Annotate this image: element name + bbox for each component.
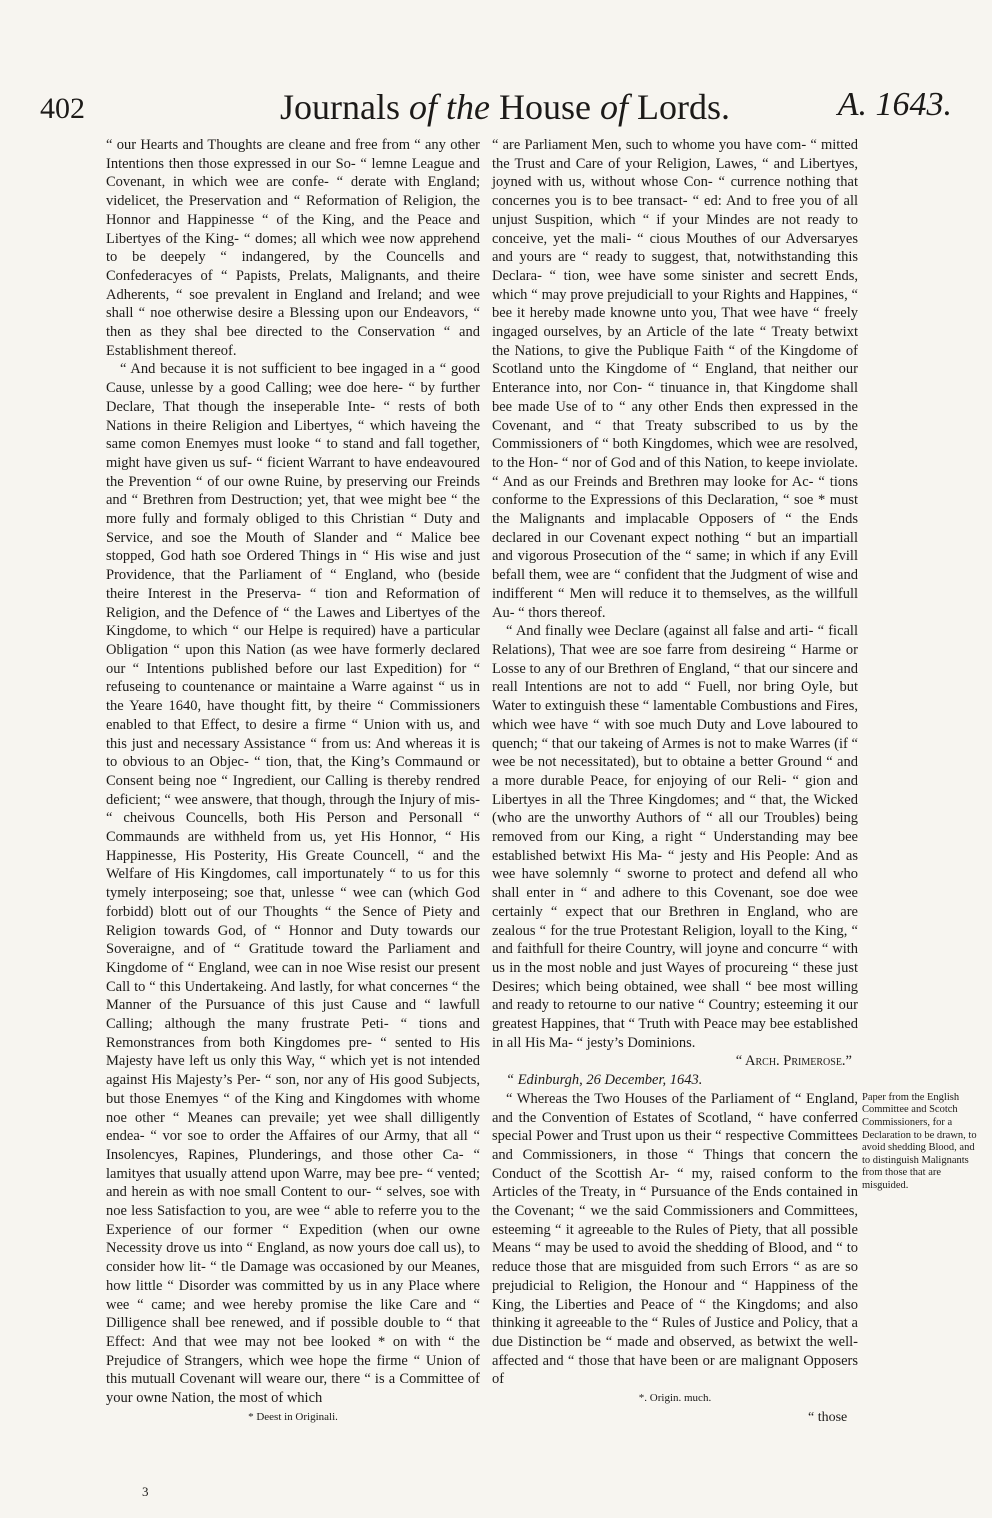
catchword: “ those — [808, 1409, 848, 1425]
left-paragraph-1: “ our Hearts and Thoughts are cleane and free from “ any other Intentions then those expressed in our So- “ lemne League and Covenant, in which wee are confe- “ derate with England; videlicet, the Preservation and “ Reformation of Religion, the Honnor and Happinesse “ of the King, and the Peace and Libertyes of the King- “ domes; all which wee now apprehend to be deepely “ indangered, by the Councells and Confederacyes of “ Papists, Prelats, Malignants, and theire Adherents, “ soe prevalent in England and Ireland; and wee shall “ noe otherwise desire a Blessing upon our Endeavors, “ then as they shal bee directed to the Conservation “ and Establishment thereof. — [106, 137, 480, 359]
left-column — [106, 136, 480, 1427]
title-house: House — [499, 87, 591, 127]
right-paragraph-1: “ are Parliament Men, such to whome you have com- “ mitted the Trust and Care of your Religion, Lawes, “ and Libertyes, joyned with us, without whose Con- “ currence nothing that concernes you is to bee transact- “ ed: And to free you of all unjust Suspition, which “ if your Mindes are not ready to conceive, yet the mali- “ cious Mouthes of our Adversaryes and yours are “ ready to suggest, that, notwithstanding this Declara- “ tion, wee have some sinister and secrett Ends, which “ may prove prejudiciall to your Rights and Happines, “ bee it hereby made knowne unto you, That wee have “ freely ingaged ourselves, by an Article of the late “ Treaty betwixt the Nations, to give the Publique Faith “ of the Kingdome of Scotland unto the Kingdome of “ England, that neither our Enterance into, nor Con- “ tinuance in, that Kingdome shall bee made Use of to “ any other Ends then expressed in the Covenant, and “ that Treaty subscribed to us by the Commissioners of “ both Kingdomes, which wee are resolved, to the Hon- “ nor of God and of this Nation, to keepe inviolate. “ And as our Freinds and Brethren may looke for Ac- “ tions conforme to the Expressions of this Declaration, “ soe * must the Malignants and implacable Opposers of “ the Ends declared in our Covenant expect nothing “ but an impartiall and vigorous Prosecution of the “ same; in which if any Evill befall them, wee are “ confident that the Judgment of wise and indifferent “ Men will reduce it to themselves, as the willfull Au- “ thors thereof. — [492, 137, 858, 621]
right-column — [492, 136, 858, 1408]
left-paragraph-2: “ And because it is not sufficient to bee ingaged in a “ good Cause, unlesse by a good Calling; wee doe here- “ by further Declare, That though the inseperable Inte- “ rests of both Nations in theire Religion and Libertyes, “ which haveing the same comon Enemyes must looke “ to stand and fall together, might have given us suf- “ ficient Warrant to have endeavoured the Prevention “ of our owne Ruine, by preserving our Freinds and “ Brethren from Destruction; yet, that wee might bee “ the more fully and formaly obliged to this Christian “ Duty and Service, and soe the Mouth of Slander and “ Malice bee stopped, God hath soe Ordered Things in “ His wise and just Providence, that the Parliament of “ England, who (beside theire Interest in the Preserva- “ tion and Reformation of Religion, and the Defence of “ the Lawes and Libertyes of the Kingdome, to which “ our Helpe is required) have a particular Obligation “ upon this Nation (as wee have formerly declared our “ Intentions published before our last Expedition) for “ refuseing to countenance or maintaine a Warre against “ us in the Yeare 1640, have thought fitt, by theire “ Commissioners enabled to that Effect, to desire a firme “ Union with us, and this just and necessary Assistance “ from us: And whereas it is to obvious to an Objec- “ tion, that, the King’s Commaund or Consent being noe “ Ingredient, our Calling is thereby rendred deficient; “ wee answere, that though, through the Injury of mis- “ cheivous Councells, both His Person and Personall “ Commaunds are withheld from us, yet His Honnor, “ His Happinesse, His Posterity, His Greate Councell, “ and the Welfare of His Kingdomes, call importunately “ to us for this tymely interposeing; soe that, unlesse “ wee can (which God forbidd) blott out of our Thoughts “ the Sence of Piety and Religion towards God, of “ Honnor and Duty towards our Soveraigne, and of “ Gratitude toward the Parliament and Kingdome of “ England, wee can in noe Wise resist our present Call to “ this Undertakeing. And lastly, for what concernes “ the Manner of the Pursuance of this just Cause and “ lawfull Calling; although the many frustrate Peti- “ tions and Remonstrances from both Kingdomes pre- “ sented to His Majesty have left us only this Way, “ which yet is not intended against His Majesty’s Per- “ son, nor any of His good Subjects, but those Enemyes “ of the King and Kingdomes with whome noe other “ Meanes can prevaile; yet wee shall dilligently endea- “ vor soe to order the Affaires of our Army, that all “ Insolencyes, Rapines, Plunderings, and those other Ca- “ lamityes that usually attend upon Warre, may bee pre- “ vented; and herein as with noe small Content to our- “ selves, soe with noe less Satisfaction to you, are wee “ able to referre you to the Experience of our former “ Expedition (when our owne Necessity drove us into “ England, as now yours doe call us), to consider how lit- “ tle Damage was occasioned by our Meanes, how little “ Disorder was committed by us in any Place where wee “ came; and wee hereby promise the like Care and “ Dilligence shall bee renewed, and if possible double to “ that Effect: And that wee may not bee looked * on with “ the Prejudice of Strangers, which wee hope the firme “ Union of this mutuall Covenant will weare our, there “ is a Committee of your owne Nation, the most of which — [106, 361, 480, 1407]
signature-mark: 3 — [142, 1484, 149, 1499]
page-number: 402 — [40, 92, 85, 125]
margin-note: Paper from the English Committee and Scotch Commissioners, for a Declaration to be drawn, to avoid shedding Blood, and to distinguish Malignants from those that are misguided. — [862, 1091, 977, 1192]
year-heading: A. 1643. — [837, 86, 952, 123]
title-lords: Lords. — [637, 87, 731, 127]
signature-line: “ Arch. Primerose.” — [735, 1053, 852, 1070]
title-of-2: of — [600, 87, 629, 127]
running-title — [280, 86, 730, 128]
title-of: of — [409, 87, 438, 127]
right-paragraph-2: “ And finally wee Declare (against all false and arti- “ ficall Relations), That wee are soe farre from desireing “ Harme or Losse to any of our Brethren of England, “ that our sincere and reall Intentions are not to add “ Fuell, nor bring Oyle, but Water to extinguish these “ lamentable Combustions and Fires, which wee have “ with soe much Duty and Love laboured to quench; “ that our takeing of Armes is not to make Warres (if “ wee be not necessitated), but to obtaine a better Ground “ and a more durable Peace, for enjoying of our Reli- “ gion and Libertyes in all the Three Kingdomes; and “ that, the Wicked (who are the unworthy Authors of “ all our Troubles) being removed from our King, a right “ Understanding may bee established betwixt His Ma- “ jesty and His People: And as wee have solemnly “ sworne to protect and defend all who shall enter in “ and adhere to this Covenant, soe doe wee certainly “ expect that our Brethren in England, who are zealous “ for the true Protestant Religion, loyall to the King, “ and faithfull for theire Country, will joyne and concurre “ with us in the most noble and just Wayes of procureing “ these just Desires; which being obtained, wee shall “ bee most willing and ready to retourne to our native “ Country; esteeming it our greatest Happines, that “ Truth with Peace may bee established in all His Ma- “ jesty’s Dominions. — [492, 623, 858, 1051]
dateline: “ Edinburgh, 26 December, 1643. — [506, 1072, 703, 1089]
title-the: the — [446, 87, 490, 127]
right-paragraph-3: “ Whereas the Two Houses of the Parliament of “ England, and the Convention of Estates of Scotland, “ have conferred special Power and Trust upon us their “ respective Committees and Commissioners, in those “ Things that concern the Conduct of the Scottish Ar- “ my, raised conform to the Articles of the Treaty, in “ Pursuance of the Ends contained in the Covenant; “ we the said Commissioners and Committees, esteeming “ it agreeable to the Rules of Piety, that all possible Means “ may be used to avoid the shedding of Blood, and “ to reduce those that are misguided from such Errors “ as are so prejudicial to Religion, the Honour and “ Happiness of the King, the Liberties and Peace of “ the Kingdoms; and also thinking it agreeable to the “ Rules of Justice and Policy, that a due Distinction be “ made and observed, as betwixt the well-affected and “ those that have been or are malignant Opposers of — [492, 1090, 858, 1388]
right-footnote: *. Origin. much. — [638, 1392, 712, 1405]
left-footnote: * Deest in Originali. — [248, 1410, 338, 1423]
title-journals: Journals — [280, 87, 400, 127]
